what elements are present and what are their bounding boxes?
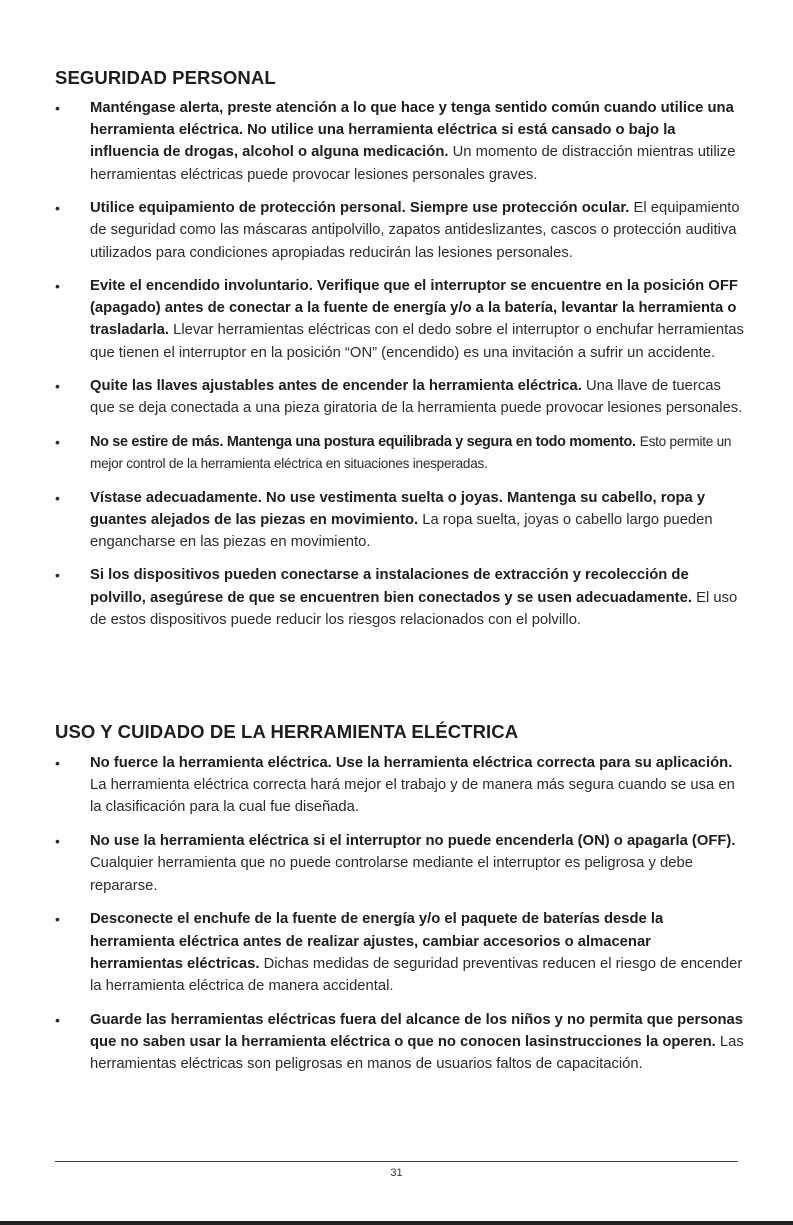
list-item [55,830,745,897]
item-bold-text: No fuerce la herramienta eléctrica. Use la herramienta eléctrica correcta para su aplicación. [90,755,733,771]
item-text: Llevar herramientas eléctricas con el dedo sobre el interruptor o enchufar herramientas que tienen el interruptor en la posición “ON” (encendido) es una invitación a sufrir un accidente. [90,322,744,361]
personal-safety-list [55,97,745,642]
item-text: El equipamiento de seguridad como las máscaras antipolvillo, zapatos antideslizantes, cascos o protección auditiva utilizados para condiciones apropiadas reducirán las lesiones personales. [90,200,740,261]
item-bold-text: Utilice equipamiento de protección personal. Siempre use protección ocular. [90,200,630,217]
item-bold-text: Quite las llaves ajustables antes de encender la herramienta eléctrica. [90,378,582,395]
list-item [55,752,745,819]
item-text: Cualquier herramienta que no puede controlarse mediante el interruptor es peligrosa y debe repararse. [90,855,693,894]
footer-divider [55,1161,738,1162]
item-bold-text: Desconecte el enchufe de la fuente de energía y/o el paquete de baterías desde la herramienta eléctrica antes de realizar ajustes, cambiar accesorios o almacenar herramientas eléctricas. [90,911,664,972]
list-item [55,275,745,364]
item-text: La ropa suelta, joyas o cabello largo pueden engancharse en las piezas en movimiento. [90,511,713,550]
item-bold-text: Manténgase alerta, preste atención a lo que hace y tenga sentido común cuando utilice una herramienta eléctrica. No utilice una herramienta eléctrica si está cansado o bajo la influencia de drogas, alcohol o alguna medicación. [90,100,734,161]
list-item [55,564,745,631]
item-bold-text: Guarde las herramientas eléctricas fuera del alcance de los niños y no permita que personas que no saben usar la herramienta eléctrica o que no conocen lasinstrucciones la operen. [90,1011,743,1051]
item-text: El uso de estos dispositivos puede reducir los riesgos relacionados con el polvillo. [90,589,738,628]
page-bottom-edge [0,1221,793,1225]
tool-use-care-list [55,752,745,1087]
page-number: 31 [390,1167,403,1179]
item-text: Dichas medidas de seguridad preventivas reducen el riesgo de encender la herramienta eléctrica de manera accidental. [90,955,743,995]
item-bold-text: No se estire de más. Mantenga una postura equilibrada y segura en todo momento. [90,433,636,450]
section-title-personal-safety: SEGURIDAD PERSONAL [55,67,276,88]
item-text: La herramienta eléctrica correcta hará mejor el trabajo y de manera más segura cuando se usa en la clasificación para la cual fue diseñada. [90,777,735,816]
list-item [55,197,745,264]
item-text: Las herramientas eléctricas son peligrosas en manos de usuarios faltos de capacitación. [90,1034,744,1073]
list-item [55,487,745,554]
item-bold-text: Si los dispositivos pueden conectarse a instalaciones de extracción y recolección de polvillo, asegúrese de que se encuentren bien conectados y se usen adecuadamente. [90,567,692,606]
list-item [55,431,745,475]
list-item [55,1009,745,1076]
list-item [55,908,745,997]
list-item [55,375,745,419]
item-text: Una llave de tuercas que se deja conectada a una pieza giratoria de la herramienta puede provocar lesiones personales. [90,378,743,417]
list-item [55,97,745,186]
item-bold-text: No use la herramienta eléctrica si el interruptor no puede encenderla (ON) o apagarla (OFF). [90,833,736,850]
item-text: Un momento de distracción mientras utilize herramientas eléctricas puede provocar lesiones personales graves. [90,144,736,183]
section-title-tool-use-care: USO Y CUIDADO DE LA HERRAMIENTA ELÉCTRICA [55,721,519,742]
item-text: Esto permite un mejor control de la herramienta eléctrica en situaciones inesperadas. [90,433,732,472]
item-bold-text: Vístase adecuadamente. No use vestimenta suelta o joyas. Mantenga su cabello, ropa y guantes alejados de las piezas en movimiento. [90,489,706,528]
item-bold-text: Evite el encendido involuntario. Verifique que el interruptor se encuentre en la posición OFF (apagado) antes de conectar a la fuente de energía y/o a la batería, levantar la herramienta o trasladarla. [90,278,738,339]
